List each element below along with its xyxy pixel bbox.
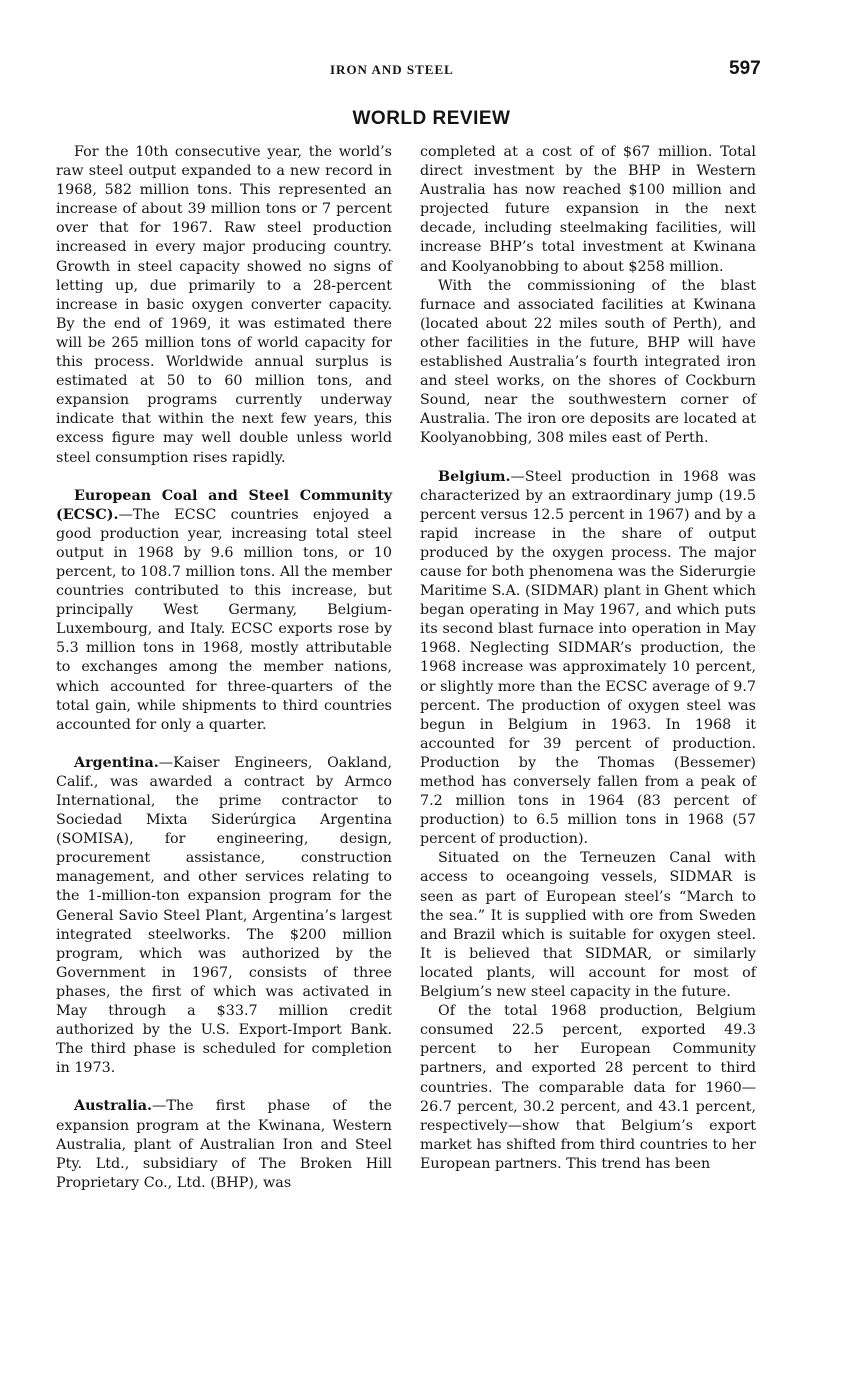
australia-text: —The first phase of the expansion program at the Kwinana, Western Australia, plant of Australian Iron and Steel Pty. Ltd., subsidiary of The Broken Hill Proprietary Co., Ltd. (BHP), was	[56, 1098, 392, 1191]
argentina-paragraph	[56, 754, 392, 1079]
ecsc-paragraph	[56, 487, 392, 735]
belgium-paragraph	[420, 468, 756, 850]
ecsc-text: —The ECSC countries enjoyed a good production year, increasing total steel output in 1968 by 9.6 million tons, or 10 percent, to 108.7 million tons. All the member countries contributed to this increase, but principally West Germany, Belgium-Luxembourg, and Italy. ECSC exports rose by 5.3 million tons in 1968, mostly attributable to exchanges among the member nations, which accounted for three-quarters of the total gain, while shipments to third countries accounted for only a quarter.	[56, 506, 392, 733]
belgium-paragraph-3: Of the total 1968 production, Belgium consumed 22.5 percent, exported 49.3 percent to her European Community partners, and exported 28 percent to third countries. The comparable data for 1960—26.7 percent, 30.2 percent, and 43.1 percent, respectively—show that Belgium’s export market has shifted from third countries to her European partners. This trend has been	[420, 1003, 756, 1172]
ecsc-heading: European Coal and Steel Community (ECSC).	[56, 487, 392, 523]
page-number: 597	[729, 58, 761, 79]
belgium-text: —Steel production in 1968 was characterized by an extraordinary jump (19.5 percent versus 12.5 percent in 1967) and by a rapid increase in the share of output produced by the oxygen process. The major cause for both phenomena was the Siderurgie Maritime S.A. (SIDMAR) plant in Ghent which began operating in May 1967, and which puts its second blast furnace into operation in May 1968. Neglecting SIDMAR’s production, the 1968 increase was approximately 10 percent, or slightly more than the ECSC average of 9.7 percent. The production of oxygen steel was begun in Belgium in 1963. In 1968 it accounted for 39 percent of production. Production by the Thomas (Bessemer) method has conversely fallen from a peak of 7.2 million tons in 1964 (83 percent of production) to 6.5 million tons in 1968 (57 percent of production).	[420, 468, 756, 848]
running-head: IRON AND STEEL	[330, 62, 454, 77]
section-title: WORLD REVIEW	[352, 108, 511, 129]
left-column	[56, 143, 392, 1193]
belgium-heading: Belgium.	[438, 468, 511, 485]
belgium-paragraph-2: Situated on the Terneuzen Canal with access to oceangoing vessels, SIDMAR is seen as part of European steel’s “March to the sea.” It is supplied with ore from Sweden and Brazil which is suitable for oxygen steel. It is believed that SIDMAR, or similarly located plants, will account for most of Belgium’s new steel capacity in the future.	[420, 850, 756, 1001]
argentina-text: —Kaiser Engineers, Oakland, Calif., was awarded a contract by Armco International, the prime contractor to Sociedad Mixta Siderúrgica Argentina (SOMISA), for engineering, design, procurement assistance, construction management, and other services relating to the 1-million-ton expansion program for the General Savio Steel Plant, Argentina’s largest integrated steelworks. The $200 million program, which was authorized by the Government in 1967, consists of three phases, the first of which was activated in May through a $33.7 million credit authorized by the U.S. Export-Import Bank. The third phase is scheduled for completion in 1973.	[56, 754, 392, 1077]
intro-paragraph: For the 10th consecutive year, the world’s raw steel output expanded to a new record in 1968, 582 million tons. This represented an increase of about 39 million tons or 7 percent over that for 1967. Raw steel production increased in every major producing country. Growth in steel capacity showed no signs of letting up, due primarily to a 28-percent increase in basic oxygen converter capacity. By the end of 1969, it was estimated there will be 265 million tons of world capacity for this process. Worldwide annual surplus is estimated at 50 to 60 million tons, and expansion programs currently underway indicate that within the next few years, this excess figure may well double unless world steel consumption rises rapidly.	[56, 144, 392, 466]
australia-paragraph-2: With the commissioning of the blast furnace and associated facilities at Kwinana (located about 22 miles south of Perth), and other facilities in the future, BHP will have established Australia’s fourth integrated iron and steel works, on the shores of Cockburn Sound, near the southwestern corner of Australia. The iron ore deposits are located at Koolyanobbing, 308 miles east of Perth.	[420, 277, 756, 447]
australia-paragraph	[56, 1097, 392, 1192]
australia-heading: Australia.	[74, 1098, 153, 1115]
argentina-heading: Argentina.	[74, 754, 159, 771]
australia-continued-paragraph: completed at a cost of of $67 million. Total direct investment by the BHP in Western Australia has now reached $100 million and projected future expansion in the next decade, including steelmaking facilities, will increase BHP’s total investment at Kwinana and Koolyanobbing to about $258 million.	[420, 144, 756, 275]
right-column	[420, 143, 756, 1174]
